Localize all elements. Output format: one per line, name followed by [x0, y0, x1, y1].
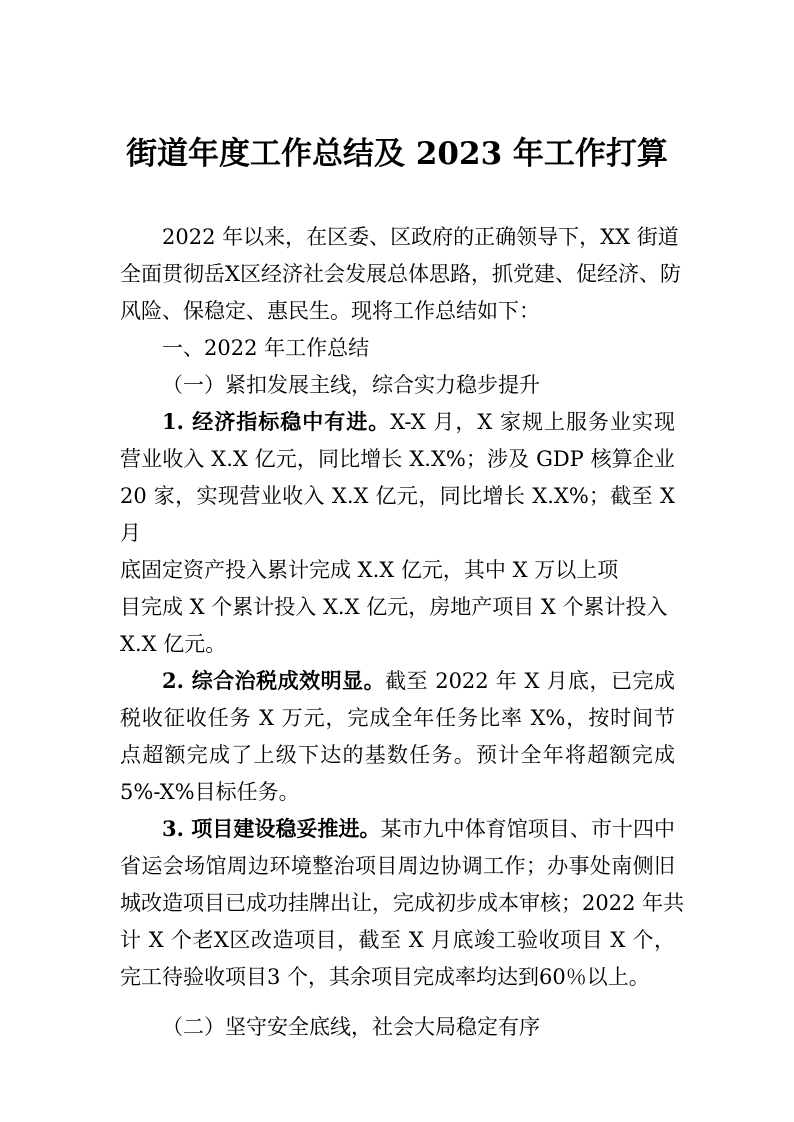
intro-line-3: 风险、保稳定、惠民生。现将工作总结如下：: [120, 299, 540, 323]
item-1-line-2: 营业收入 X.X 亿元，同比增长 X.X%；涉及 GDP 核算企业: [120, 447, 675, 471]
document-title: 街道年度工作总结及 2023 年工作打算: [126, 136, 668, 172]
item-2-line-2: 税收征收任务 X 万元，完成全年任务比率 X%，按时间节: [120, 706, 675, 730]
section-heading: 一、2022 年工作总结: [162, 336, 370, 360]
item-2-line-4: 5%-X%目标任务。: [120, 780, 300, 804]
item-3-line-5: 完工待验收项目3 个，其余项目完成率均达到60％以上。: [120, 965, 650, 989]
item-2-first-line-text: 截至 2022 年 X 月底，已完成: [385, 669, 675, 693]
subsection-heading-1: （一）紧扣发展主线，综合实力稳步提升: [162, 373, 540, 397]
item-1-line-6: 目完成 X 个累计投入 X.X 亿元，房地产项目 X 个累计投入: [120, 595, 668, 619]
intro-line-1: 2022 年以来，在区委、区政府的正确领导下，XX 街道: [162, 225, 679, 249]
item-3-line-4: 计 X 个老X区改造项目，截至 X 月底竣工验收项目 X 个，: [120, 928, 675, 952]
item-3-line-2: 省运会场馆周边环境整治项目周边协调工作；办事处南侧旧: [120, 854, 675, 878]
item-2-line-3: 点超额完成了上级下达的基数任务。预计全年将超额完成: [120, 743, 675, 767]
item-1-line-5: 底固定资产投入累计完成 X.X 亿元，其中 X 万以上项: [120, 558, 619, 582]
item-1-first-line: [162, 407, 675, 437]
item-3-first-line: [162, 814, 675, 844]
item-1-line-4: 月: [120, 521, 141, 545]
item-1-lead: 1. 经济指标稳中有进。: [162, 409, 391, 434]
item-2-lead: 2. 综合治税成效明显。: [162, 668, 386, 693]
item-1-line-7: X.X 亿元。: [120, 632, 227, 656]
intro-line-2: 全面贯彻岳X区经济社会发展总体思路，抓党建、促经济、防: [120, 262, 681, 286]
item-2-first-line: [162, 666, 675, 696]
subsection-heading-2: （二）坚守安全底线，社会大局稳定有序: [162, 1015, 540, 1039]
item-3-line-3: 城改造项目已成功挂牌出让，完成初步成本审核；2022 年共: [120, 891, 685, 915]
item-3-first-line-text: 某市九中体育馆项目、市十四中: [380, 817, 676, 841]
item-1-line-3: 20 家，实现营业收入 X.X 亿元，同比增长 X.X%；截至 X: [120, 484, 675, 508]
item-1-first-line-text: X-X 月，X 家规上服务业实现: [390, 410, 675, 434]
item-3-lead: 3. 项目建设稳妥推进。: [162, 816, 381, 841]
